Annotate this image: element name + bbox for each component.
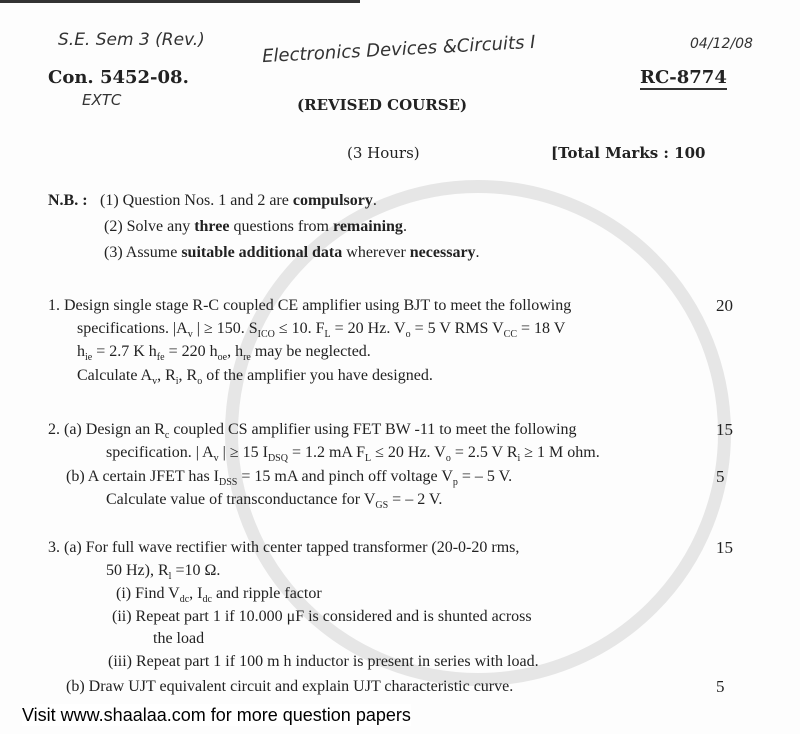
text-segment: (3) Assume	[104, 244, 182, 261]
subscript: o	[405, 329, 411, 340]
handwritten-subject: Electronics Devices &Circuits I	[261, 31, 536, 68]
question-line	[108, 653, 539, 671]
question-line	[48, 421, 577, 439]
question-line	[116, 585, 322, 603]
text-segment: of the amplifier you have designed.	[202, 367, 433, 384]
question-line	[48, 539, 519, 557]
subscript: ie	[85, 352, 93, 363]
subscript: DSQ	[267, 453, 288, 464]
scan-edge	[0, 0, 360, 3]
question-line	[106, 444, 600, 462]
subscript: DSS	[219, 477, 238, 488]
text-segment: , h	[227, 343, 244, 360]
question-line	[112, 608, 532, 626]
question-line	[153, 630, 204, 648]
text-segment: wherever	[342, 244, 410, 261]
text-segment: 3. (a) For full wave rectifier with center tapped transformer (20-0-20 rms,	[48, 539, 520, 556]
total-marks: [Total Marks : 100	[551, 144, 706, 162]
paper-code: RC-8774	[640, 67, 727, 88]
text-segment: (i) Find V	[116, 585, 180, 602]
subscript: re	[243, 352, 251, 363]
question-line	[66, 468, 512, 486]
text-segment: remaining	[333, 218, 403, 235]
text-segment: h	[77, 343, 85, 360]
handwritten-date: 04/12/08	[690, 36, 753, 52]
subscript: o	[445, 453, 451, 464]
text-segment: ≥ 1 M ohm.	[520, 444, 600, 461]
question-line	[77, 367, 433, 385]
text-segment: = 2.5 V R	[450, 444, 518, 461]
question-marks: 5	[716, 677, 725, 696]
text-segment: (b) A certain JFET has I	[66, 468, 220, 485]
question-marks: 15	[716, 538, 733, 557]
text-segment: =10 Ω.	[171, 562, 221, 579]
text-segment: .	[372, 192, 377, 209]
text-segment: = – 5 V.	[457, 468, 513, 485]
text-segment: the load	[153, 630, 205, 647]
con-number: Con. 5452-08.	[48, 67, 189, 88]
text-segment: Calculate A	[77, 367, 153, 384]
question-marks: 5	[716, 467, 725, 486]
text-segment: necessary	[409, 244, 476, 261]
question-marks: 15	[716, 420, 733, 439]
text-segment: Calculate value of transconductance for V	[106, 491, 376, 508]
text-segment: compulsory	[292, 192, 373, 209]
text-segment: (2) Solve any	[104, 218, 195, 235]
text-segment: ≤ 10. F	[274, 320, 325, 337]
question-marks: 20	[716, 296, 733, 315]
text-segment: specifications. |A	[77, 320, 188, 337]
subscript: GS	[375, 500, 389, 511]
text-segment: questions from	[229, 218, 333, 235]
subscript: o	[197, 376, 203, 387]
text-segment: (1) Question Nos. 1 and 2 are	[100, 192, 293, 209]
text-segment: may be neglected.	[250, 343, 371, 360]
subscript: ICO	[257, 329, 275, 340]
text-segment: three	[194, 218, 230, 235]
handwritten-branch: EXTC	[82, 91, 122, 109]
text-segment: | ≥ 150. S	[192, 320, 258, 337]
text-segment: coupled CS amplifier using FET BW -11 to meet the following	[169, 421, 577, 438]
subscript: L	[324, 329, 331, 340]
text-segment: , I	[189, 585, 203, 602]
subscript: i	[175, 376, 179, 387]
course-type: (REVISED COURSE)	[297, 96, 468, 114]
text-segment: | ≥ 15 I	[218, 444, 268, 461]
text-segment: specification. | A	[106, 444, 214, 461]
subscript: i	[517, 453, 521, 464]
text-segment: .	[475, 244, 480, 261]
text-segment: 2. (a) Design an R	[48, 421, 165, 438]
text-segment: = 15 mA and pinch off voltage V	[237, 468, 453, 485]
subscript: l	[168, 571, 172, 582]
question-line	[106, 491, 442, 509]
nb-label: N.B. :	[48, 192, 88, 209]
text-segment: 50 Hz), R	[106, 562, 169, 579]
text-segment: 1. Design single stage R-C coupled CE amplifier using BJT to meet the following	[48, 297, 572, 314]
text-segment: (ii) Repeat part 1 if 10.000 μF is considered and is shunted across	[112, 608, 532, 625]
text-segment: = 20 Hz. V	[330, 320, 406, 337]
instruction-item	[104, 218, 407, 236]
question-line	[106, 562, 220, 580]
text-segment: suitable additional data	[181, 244, 343, 261]
text-segment: , R	[178, 367, 198, 384]
subscript: oe	[217, 352, 228, 363]
text-segment: and ripple factor	[211, 585, 322, 602]
question-line	[66, 678, 513, 696]
text-segment: , R	[157, 367, 176, 384]
subscript: p	[452, 477, 458, 488]
question-line	[48, 297, 571, 315]
duration: (3 Hours)	[347, 144, 420, 162]
instruction-item	[100, 192, 377, 210]
text-segment: = – 2 V.	[388, 491, 443, 508]
handwritten-course: S.E. Sem 3 (Rev.)	[58, 30, 205, 50]
question-line	[77, 343, 371, 361]
subscript: v	[213, 453, 219, 464]
text-segment: .	[402, 218, 407, 235]
subscript: fe	[156, 352, 165, 363]
text-segment: = 5 V RMS V	[410, 320, 504, 337]
text-segment: = 1.2 mA F	[287, 444, 365, 461]
question-line	[77, 320, 565, 338]
subscript: dc	[179, 594, 190, 605]
subscript: v	[187, 329, 193, 340]
subscript: v	[152, 376, 158, 387]
text-segment: = 220 h	[164, 343, 218, 360]
subscript: c	[164, 430, 170, 441]
footer-link[interactable]: Visit www.shaalaa.com for more question papers	[22, 705, 411, 725]
text-segment: (iii) Repeat part 1 if 100 m h inductor is present in series with load.	[108, 653, 539, 670]
text-segment: ≤ 20 Hz. V	[371, 444, 446, 461]
instruction-item	[104, 244, 480, 262]
subscript: CC	[503, 329, 518, 340]
text-segment: (b) Draw UJT equivalent circuit and explain UJT characteristic curve.	[66, 678, 514, 695]
subscript: L	[365, 453, 372, 464]
subscript: dc	[202, 594, 212, 605]
text-segment: = 2.7 K h	[92, 343, 157, 360]
text-segment: = 18 V	[517, 320, 566, 337]
